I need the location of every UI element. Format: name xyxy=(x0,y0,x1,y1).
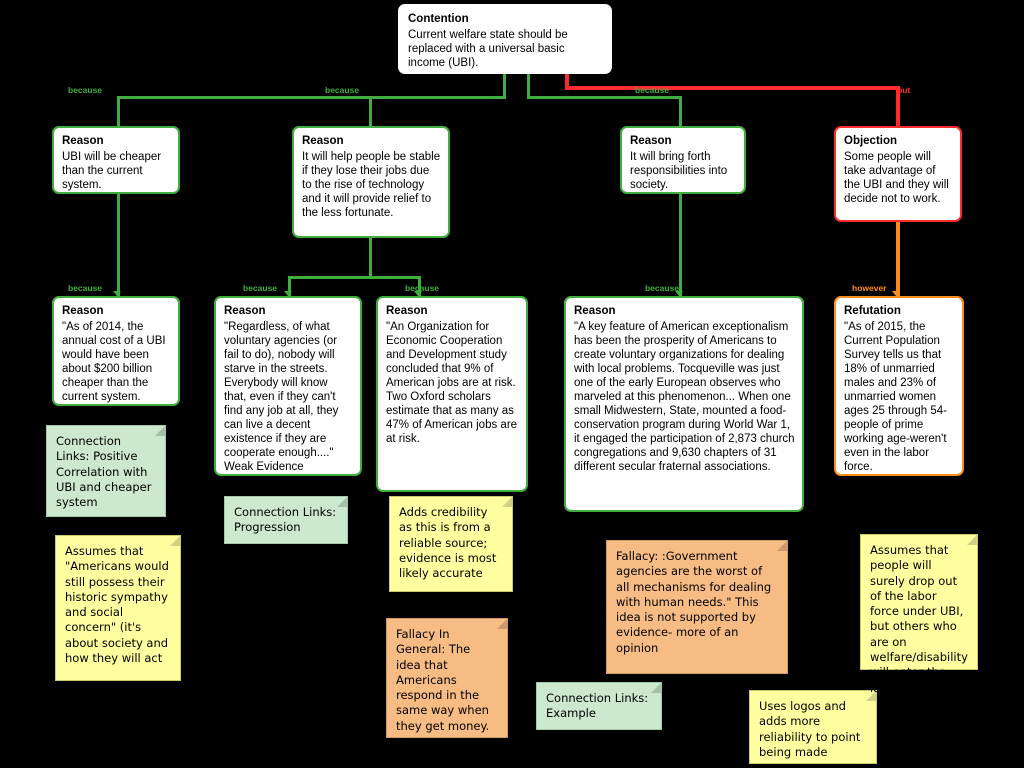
connector-objection-to-refutation xyxy=(896,222,900,296)
note-credibility[interactable]: Adds credibility as this is from a reliable source; evidence is most likely accurate xyxy=(389,496,513,592)
node-contention[interactable] xyxy=(398,4,612,74)
connector-drop-reason-responsibilities xyxy=(679,96,682,126)
node-reason-responsibilities-body: It will bring forth responsibilities into society. xyxy=(630,151,731,192)
node-reason-voluntary-agencies[interactable] xyxy=(214,296,362,476)
node-objection-advantage[interactable] xyxy=(834,126,962,222)
connector-label-because-6: because xyxy=(405,283,440,293)
connector-label-because-5: because xyxy=(243,283,278,293)
connector-label-however: however xyxy=(852,283,887,293)
note-logos[interactable]: Uses logos and adds more reliability to point being made xyxy=(749,690,877,764)
note-fallacy-government[interactable]: Fallacy: :Government agencies are the worst of all mechanisms for dealing with human needs." This idea is not supported by evidence- more of an opinion xyxy=(606,540,788,674)
node-reason-exceptionalism[interactable] xyxy=(564,296,804,512)
note-fallacy-general[interactable]: Fallacy In General: The idea that Americans respond in the same way when they get money. xyxy=(386,618,508,738)
node-reason-cheaper-title: Reason xyxy=(62,135,104,147)
node-contention-title: Contention xyxy=(408,13,469,25)
connector-stem-right xyxy=(527,74,530,99)
node-reason-stable-body: It will help people be stable if they lose their jobs due to the rise of technology and it will provide relief to the less fortunate. xyxy=(302,151,444,220)
node-reason-exceptionalism-body: "A key feature of American exceptionalism has been the prosperity of Americans to create voluntary organizations for dealing with local problems. Tocqueville was just one of the early European observes who marveled at this phenomenon... When one small Midwestern, State, mounted a food-conservation program during World War 1, it engaged the participation of 2,873 church congregations and 9,630 chapters of 31 different secular fraternal associations. xyxy=(574,321,798,474)
node-reason-cheaper[interactable] xyxy=(52,126,180,194)
node-objection-advantage-body: Some people will take advantage of the UBI and they will decide not to work. xyxy=(844,151,953,206)
connector-drop-reason-stable xyxy=(369,96,372,126)
node-reason-stable[interactable] xyxy=(292,126,450,238)
connector-label-because-3: because xyxy=(635,85,670,95)
connector-label-because-4: because xyxy=(68,283,103,293)
connector-responsibilities-to-exceptionalism xyxy=(679,194,682,296)
connector-stable-stem xyxy=(369,238,372,276)
connector-label-because-2: because xyxy=(325,85,360,95)
connector-stable-bus xyxy=(288,276,421,279)
node-reason-voluntary-agencies-body: "Regardless, of what voluntary agencies (or fail to do), nobody will starve in the streets. Everybody will know that, even if they can't find any job at all, they can live a decent existence if they are cooperate enough...." Weak Evidence xyxy=(224,321,342,474)
node-reason-voluntary-agencies-title: Reason xyxy=(224,305,266,317)
node-contention-body: Current welfare state should be replaced with a universal basic income (UBI). xyxy=(408,29,572,70)
node-refutation-2015-title: Refutation xyxy=(844,305,901,317)
note-connection-progression[interactable]: Connection Links: Progression xyxy=(224,496,348,544)
note-connection-positive[interactable]: Connection Links: Positive Correlation with UBI and cheaper system xyxy=(46,425,166,517)
node-refutation-2015-body: "As of 2015, the Current Population Survey tells us that 18% of unmarried males and 23% of unmarried women ages 25 through 54-people of prime working age-weren't even in the labor force. xyxy=(844,321,950,474)
node-reason-responsibilities[interactable] xyxy=(620,126,746,194)
connector-label-because-7: because xyxy=(645,283,680,293)
node-refutation-2015[interactable] xyxy=(834,296,964,476)
node-reason-oecd-body: "An Organization for Economic Cooperation and Development study concluded that 9% of American jobs are at risk. Two Oxford scholars estimate that as many as 47% of American jobs are at risk. xyxy=(386,321,521,446)
node-reason-2014-cost-title: Reason xyxy=(62,305,104,317)
note-assumes-sympathy[interactable]: Assumes that "Americans would still possess their historic sympathy and social concern" (it's about society and how they will act xyxy=(55,535,181,681)
connector-bus-objection xyxy=(567,86,900,90)
node-objection-advantage-title: Objection xyxy=(844,135,898,147)
connector-label-because-1: because xyxy=(68,85,103,95)
connector-drop-reason-cheaper xyxy=(117,96,120,126)
connector-bus-left xyxy=(117,96,506,99)
node-reason-2014-cost[interactable] xyxy=(52,296,180,406)
node-reason-stable-title: Reason xyxy=(302,135,344,147)
node-reason-oecd-title: Reason xyxy=(386,305,428,317)
node-reason-oecd[interactable] xyxy=(376,296,528,492)
connector-contention-stem xyxy=(503,74,506,96)
note-connection-example[interactable]: Connection Links: Example xyxy=(536,682,662,730)
node-reason-cheaper-body: UBI will be cheaper than the current system. xyxy=(62,151,165,192)
connector-bus-right xyxy=(527,96,682,99)
connector-stem-objection xyxy=(565,74,569,90)
connector-cheaper-to-2014 xyxy=(117,194,120,296)
node-reason-responsibilities-title: Reason xyxy=(630,135,672,147)
node-reason-2014-cost-body: "As of 2014, the annual cost of a UBI would have been about $200 billion cheaper than the current system. xyxy=(62,321,169,404)
node-reason-exceptionalism-title: Reason xyxy=(574,305,616,317)
connector-label-but: but xyxy=(897,85,911,95)
note-assumes-drop-out[interactable]: Assumes that people will surely drop out of the labor force under UBI, but others who are on welfare/disability will enter the labor force. xyxy=(860,534,978,670)
